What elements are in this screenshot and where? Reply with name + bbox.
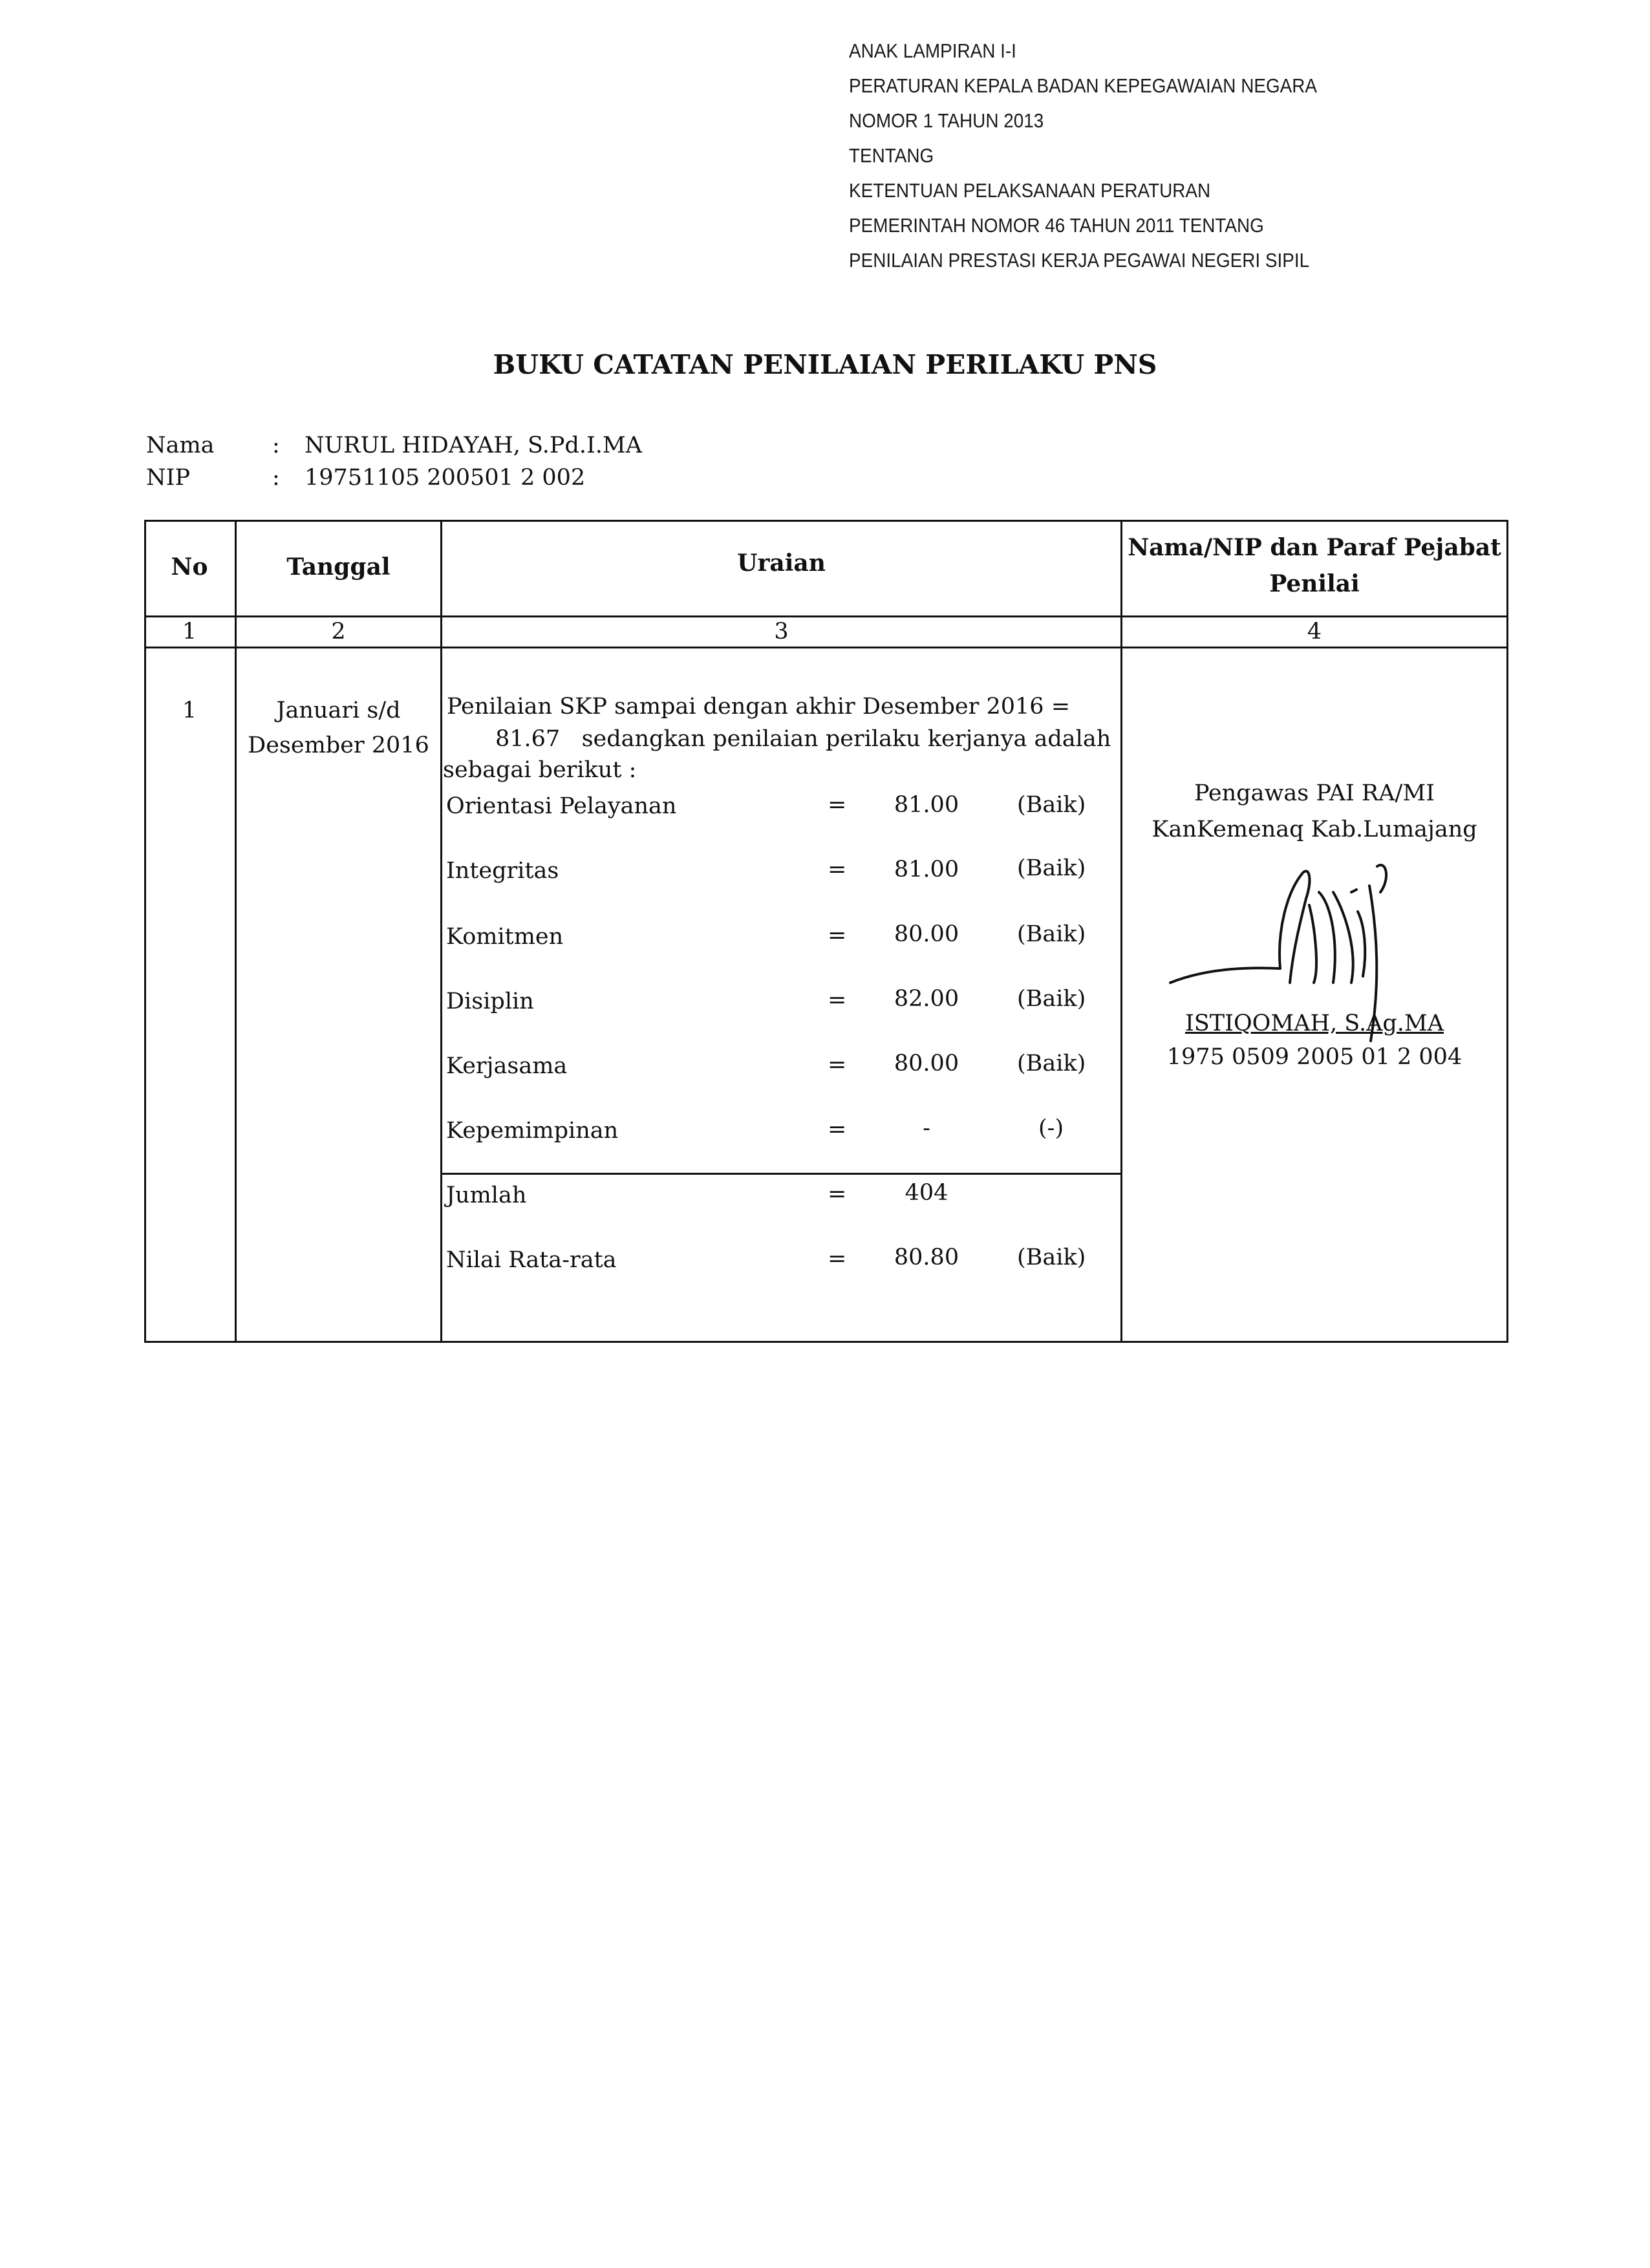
nip-value: 19751105 200501 2 002 [305,465,586,491]
table-border-right [1506,520,1508,1343]
total-label: Jumlah [446,1182,527,1208]
total-eq: = [828,1181,847,1207]
colnum-4: 4 [1307,619,1322,645]
totals-divider [442,1173,1122,1175]
employee-identity [146,429,642,494]
uraian-intro-line2: 81.67 sedangkan penilaian perilaku kerjanya adalah [495,726,1111,752]
nip-row [146,462,642,494]
table-border-top [144,520,1508,522]
name-row [146,429,642,462]
header-line: PEMERINTAH NOMOR 46 TAHUN 2011 TENTANG [849,214,1264,237]
document-title: BUKU CATATAN PENILAIAN PERILAKU PNS [493,349,1157,380]
name-value: NURUL HIDAYAH, S.Pd.I.MA [305,433,643,458]
nip-label: NIP [146,465,191,491]
pejabat-title-line1: Pengawas PAI RA/MI [1194,780,1435,806]
item-eq: = [828,923,847,948]
item-grade: (Baik) [1017,1051,1086,1076]
colnum-1: 1 [182,619,197,645]
item-eq: = [828,857,847,883]
item-value: 81.00 [894,792,959,818]
item-value: 80.00 [894,921,959,947]
item-label: Orientasi Pelayanan [446,793,677,819]
regulation-header [849,34,1317,278]
item-value: 80.00 [894,1051,959,1076]
average-label: Nilai Rata-rata [446,1247,617,1273]
average-grade: (Baik) [1017,1245,1086,1270]
header-line: KETENTUAN PELAKSANAAN PERATURAN [849,179,1211,202]
name-label: Nama [146,433,215,458]
name-colon: : [272,433,280,458]
item-grade: (Baik) [1017,986,1086,1012]
colnum-2: 2 [331,619,346,645]
pejabat-nip: 1975 0509 2005 01 2 004 [1166,1044,1462,1070]
item-eq: = [828,792,847,818]
header-pejabat-line2: Penilai [1269,570,1360,597]
table-border-bottom [144,1341,1508,1343]
handwritten-signature [1164,853,1461,1047]
item-grade: (Baik) [1017,792,1086,818]
row-tanggal-line2: Desember 2016 [248,733,429,758]
header-line: TENTANG [849,144,934,167]
total-value: 404 [905,1180,948,1206]
item-label: Kepemimpinan [446,1118,619,1144]
row-no: 1 [182,698,197,723]
item-label: Kerjasama [446,1053,568,1079]
item-eq: = [828,1052,847,1078]
header-line: PERATURAN KEPALA BADAN KEPEGAWAIAN NEGARA [849,74,1318,97]
uraian-intro-line1: Penilaian SKP sampai dengan akhir Desember 2016 = [447,694,1071,720]
item-value: 82.00 [894,986,959,1012]
item-grade: (Baik) [1017,921,1086,947]
header-no: No [171,553,208,581]
header-line: PENILAIAN PRESTASI KERJA PEGAWAI NEGERI SIPIL [849,249,1310,272]
header-line: NOMOR 1 TAHUN 2013 [849,109,1044,132]
item-value: - [923,1115,930,1141]
item-value: 81.00 [894,857,959,883]
item-eq: = [828,987,847,1013]
header-line: ANAK LAMPIRAN I-I [849,39,1016,62]
row-tanggal-line1: Januari s/d [276,698,401,723]
colnum-3: 3 [774,619,789,645]
header-uraian: Uraian [737,550,826,577]
item-label: Integritas [446,858,559,884]
header-tanggal: Tanggal [286,553,391,581]
item-grade: (Baik) [1017,855,1086,881]
item-label: Disiplin [446,989,534,1014]
average-value: 80.80 [894,1245,959,1270]
header-pejabat-line1: Nama/NIP dan Paraf Pejabat [1128,534,1501,561]
item-eq: = [828,1117,847,1142]
average-eq: = [828,1246,847,1272]
pejabat-title-line2: KanKemenaq Kab.Lumajang [1152,817,1477,842]
uraian-intro-line3: sebagai berikut : [443,757,637,783]
item-grade: (-) [1038,1115,1064,1141]
item-label: Komitmen [446,924,564,950]
nip-colon: : [272,465,280,491]
pejabat-name: ISTIQOMAH, S.Ag.MA [1184,1011,1444,1036]
